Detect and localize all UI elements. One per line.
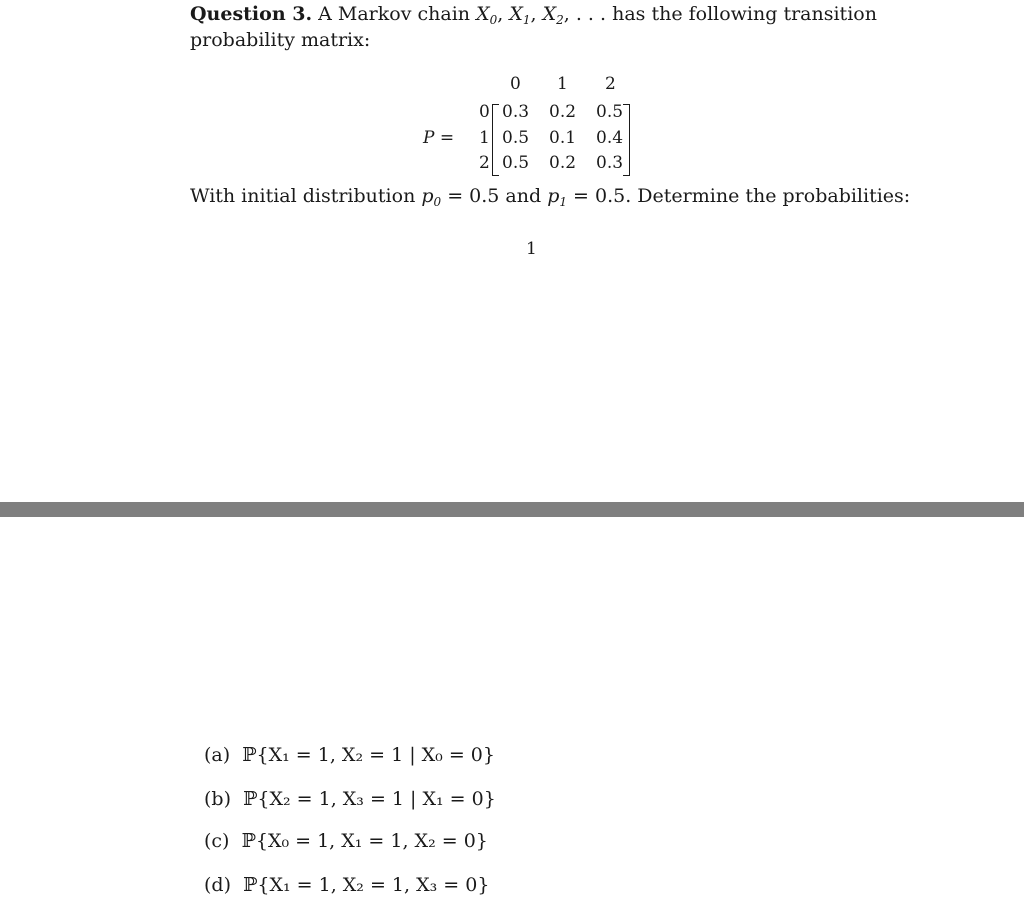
row-header-1: 1	[479, 128, 490, 148]
matrix-cell: 0.4	[596, 128, 624, 148]
var-x2: $X_2$	[542, 3, 564, 27]
page-divider	[0, 502, 1024, 517]
question-intro-post: has the following transition	[612, 3, 877, 25]
question-line-1	[190, 3, 877, 25]
part-c	[204, 830, 488, 852]
matrix-cell: 0.3	[502, 102, 530, 122]
col-header-2: 2	[605, 74, 616, 94]
comma: ,	[497, 3, 504, 25]
part-b	[204, 788, 496, 810]
question-label: Question 3.	[190, 3, 313, 25]
part-expression: ℙ{X₁ = 1, X₂ = 1, X₃ = 0}	[243, 874, 490, 896]
matrix-cell: 0.2	[549, 153, 577, 173]
row-header-2: 2	[479, 153, 490, 173]
part-a	[204, 744, 495, 766]
part-expression: ℙ{X₁ = 1, X₂ = 1 | X₀ = 0}	[242, 744, 495, 766]
matrix-cell: 0.5	[502, 153, 530, 173]
part-d	[204, 874, 489, 896]
comma: ,	[530, 3, 537, 25]
matrix-label	[423, 128, 454, 148]
initial-end: = 0.5. Determine the probabilities:	[567, 185, 911, 207]
matrix-cell: 0.5	[502, 128, 530, 148]
col-header-1: 1	[557, 74, 568, 94]
part-expression: ℙ{X₀ = 1, X₁ = 1, X₂ = 0}	[241, 830, 488, 852]
var-x0: $X_0$	[476, 3, 498, 27]
question-intro: A Markov chain	[318, 3, 471, 25]
matrix-cell: 0.1	[549, 128, 577, 148]
p0-symbol: $p_0$	[421, 185, 442, 209]
var-x1: $X_1$	[509, 3, 531, 27]
matrix-cell: 0.3	[596, 153, 624, 173]
part-label: (a)	[204, 744, 231, 766]
matrix-cell: 0.2	[549, 102, 577, 122]
matrix-right-bracket	[623, 104, 630, 176]
row-header-0: 0	[479, 102, 490, 122]
page-number: 1	[526, 239, 537, 259]
part-label: (c)	[204, 830, 230, 852]
part-expression: ℙ{X₂ = 1, X₃ = 1 | X₁ = 0}	[243, 788, 496, 810]
question-line-2: probability matrix:	[190, 29, 371, 51]
matrix-equals: =	[439, 128, 455, 148]
p1-symbol: $p_1$	[547, 185, 568, 209]
initial-distribution-line	[190, 185, 910, 207]
ellipsis: , . . .	[563, 3, 607, 25]
col-header-0: 0	[510, 74, 521, 94]
matrix-name: P	[423, 128, 435, 148]
part-label: (d)	[204, 874, 231, 896]
matrix-cell: 0.5	[596, 102, 624, 122]
initial-mid: = 0.5 and	[441, 185, 548, 207]
matrix-left-bracket	[492, 104, 499, 176]
part-label: (b)	[204, 788, 231, 810]
initial-text: With initial distribution	[190, 185, 416, 207]
